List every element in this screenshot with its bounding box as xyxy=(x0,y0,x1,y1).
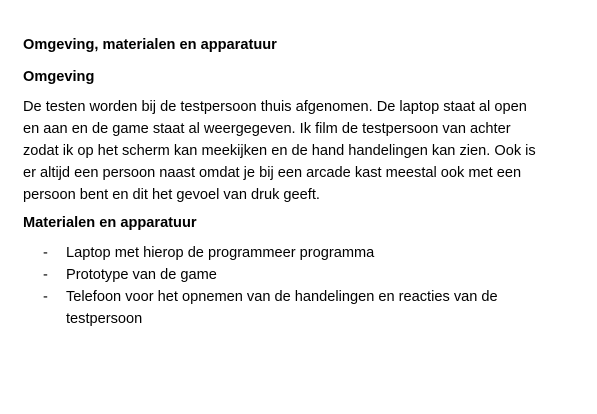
paragraph-line: zodat ik op het scherm kan meekijken en de hand handelingen kan zien. Ook is xyxy=(23,143,536,159)
list-item-text: Telefoon voor het opnemen van de handelingen en reacties van de xyxy=(66,289,498,305)
materials-heading: Materialen en apparatuur xyxy=(23,215,197,231)
environment-paragraph xyxy=(23,96,573,206)
paragraph-line: De testen worden bij de testpersoon thuis afgenomen. De laptop staat al open xyxy=(23,99,527,115)
list-item xyxy=(23,242,573,264)
paragraph-line: persoon bent en dit het gevoel van druk geeft. xyxy=(23,187,320,203)
paragraph-line: en aan en de game staat al weergegeven. Ik film de testpersoon van achter xyxy=(23,121,511,137)
list-item xyxy=(23,264,573,286)
materials-list xyxy=(23,242,573,330)
list-bullet: - xyxy=(43,245,48,261)
list-item-text: Laptop met hierop de programmeer programma xyxy=(66,245,375,261)
environment-heading: Omgeving xyxy=(23,69,95,85)
list-item-text: testpersoon xyxy=(66,311,143,327)
section-title: Omgeving, materialen en apparatuur xyxy=(23,37,277,53)
list-item-text: Prototype van de game xyxy=(66,267,217,283)
list-bullet: - xyxy=(43,289,48,305)
list-bullet: - xyxy=(43,267,48,283)
list-item xyxy=(23,286,573,330)
paragraph-line: er altijd een persoon naast omdat je bij een arcade kast meestal ook met een xyxy=(23,165,522,181)
